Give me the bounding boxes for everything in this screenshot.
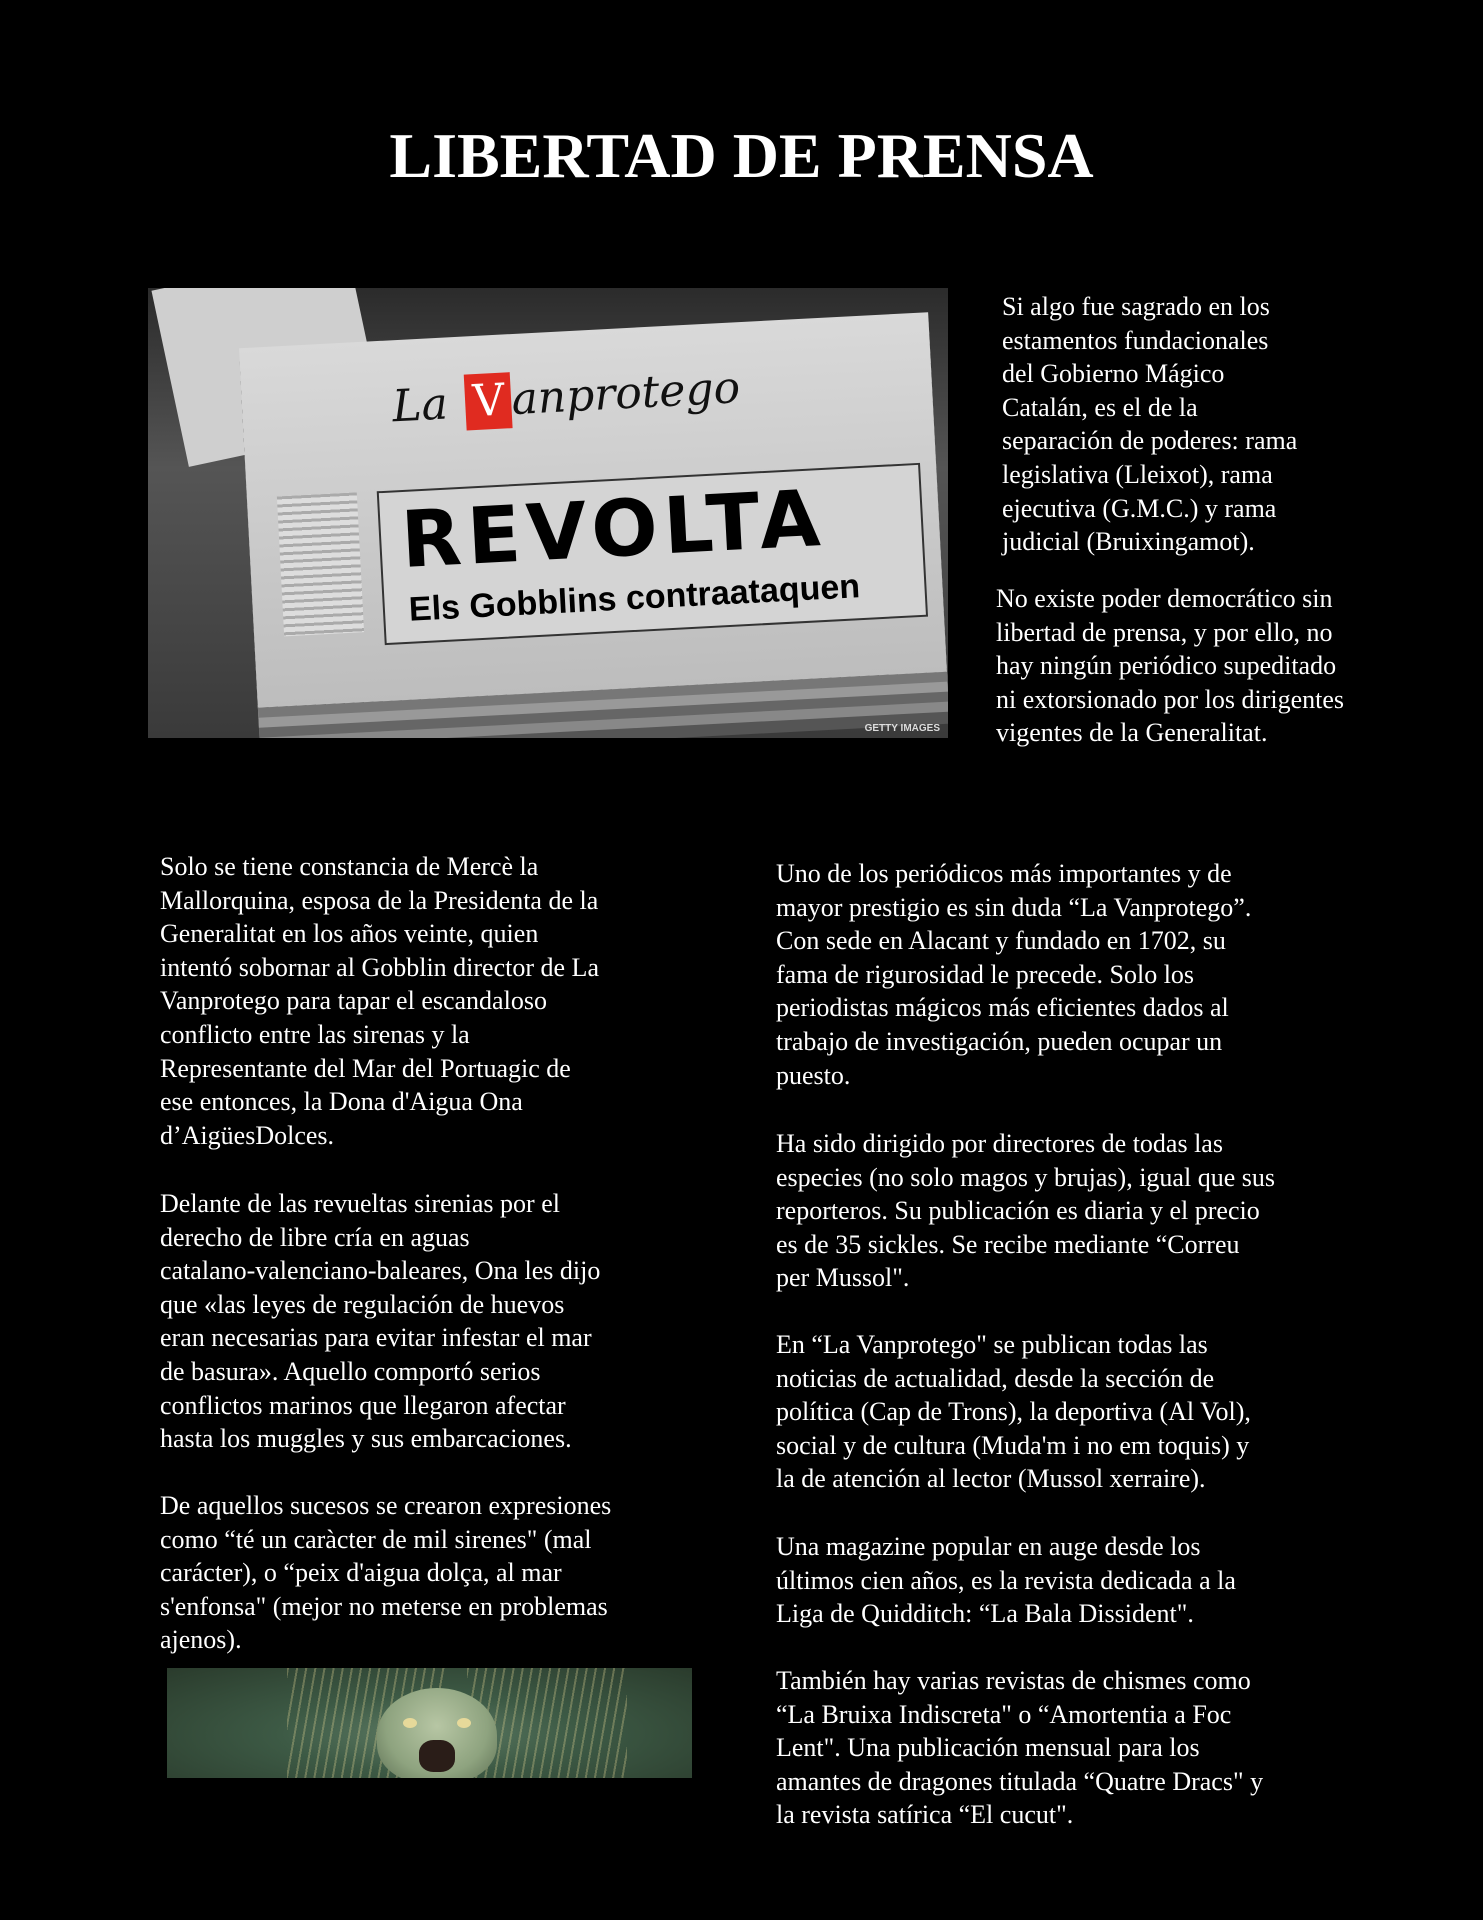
mermaid-eye-left [403, 1718, 417, 1728]
right-paragraph-4: Una magazine popular en auge desde los últimos cien años, es la revista dedicada a la Liga de Quidditch: “La Bala Dissident". [776, 1532, 1236, 1629]
image-credit: GETTY IMAGES [864, 723, 940, 734]
right-paragraph-5: También hay varias revistas de chismes como “La Bruixa Indiscreta" o “Amortentia a Foc Lent". Una publicación mensual para los amantes de dragones titulada “Quatre Dracs" y la revista satírica “El cucut". [776, 1666, 1264, 1830]
newspaper-masthead [391, 356, 813, 434]
mermaid-eye-right [457, 1718, 471, 1728]
newspaper-column-left [277, 492, 364, 636]
left-paragraph-3: De aquellos sucesos se crearon expresiones como “té un caràcter de mil sirenes" (mal carácter), o “peix d'aigua dolça, al mar s'enfonsa" (mejor no meterse en problemas ajenos). [160, 1491, 612, 1655]
right-paragraph-2: Ha sido dirigido por directores de todas las especies (no solo magos y brujas), igual que sus reporteros. Su publicación es diaria y el precio es de 35 sickles. Se recibe mediante “Correu per Mussol". [776, 1129, 1275, 1293]
mermaid-face [377, 1688, 497, 1778]
intro-paragraph-2: No existe poder democrático sin libertad de prensa, y por ello, no hay ningún periódico supeditado ni extorsionado por los dirigentes vigentes de la Generalitat. [996, 584, 1345, 748]
newspaper-front-page [239, 312, 947, 708]
masthead-v-logo: V [464, 372, 513, 430]
left-paragraph-2: Delante de las revueltas sirenias por el derecho de libre cría en aguas catalano-valenciano-baleares, Ona les dijo que «las leyes de regulación de huevos eran necesarias para evitar infestar el mar de basura». Aquello comportó serios conflictos marinos que llegaron afectar hasta los muggles y sus embarcaciones. [160, 1189, 601, 1454]
masthead-prefix: La [390, 377, 450, 432]
page-title: LIBERTAD DE PRENSA [389, 120, 1094, 191]
mermaid-mouth [419, 1740, 455, 1772]
left-paragraph-1: Solo se tiene constancia de Mercè la Mallorquina, esposa de la Presidenta de la Generalitat en los años veinte, quien intentó sobornar al Gobblin director de La Vanprotego para tapar el escandaloso conflicto entre las sirenas y la Representante del Mar del Portuagic de ese entonces, la Dona d'Aigua Ona d’AigüesDolces. [160, 852, 599, 1150]
masthead-suffix: anprotego [510, 362, 742, 426]
newspaper-headline: REVOLTA [399, 473, 829, 587]
mermaid-image [167, 1668, 692, 1778]
newspaper-headline-box [377, 463, 928, 645]
newspaper-subheadline: Els Gobblins contraataquen [407, 567, 861, 629]
right-paragraph-1: Uno de los periódicos más importantes y de mayor prestigio es sin duda “La Vanprotego”. Con sede en Alacant y fundado en 1702, su fama de rigurosidad le precede. Solo los periodistas mágicos más eficientes dados al trabajo de investigación, pueden ocupar un puesto. [776, 859, 1252, 1090]
right-paragraph-3: En “La Vanprotego" se publican todas las noticias de actualidad, desde la sección de política (Cap de Trons), la deportiva (Al Vol), social y de cultura (Muda'm i no em toquis) y la de atención al lector (Mussol xerraire). [776, 1330, 1251, 1494]
intro-paragraph-1: Si algo fue sagrado en los estamentos fundacionales del Gobierno Mágico Catalán, es el de la separación de poderes: rama legislativa (Lleixot), rama ejecutiva (G.M.C.) y rama judicial (Bruixingamot). [1002, 292, 1298, 557]
newspaper-image [148, 288, 948, 738]
